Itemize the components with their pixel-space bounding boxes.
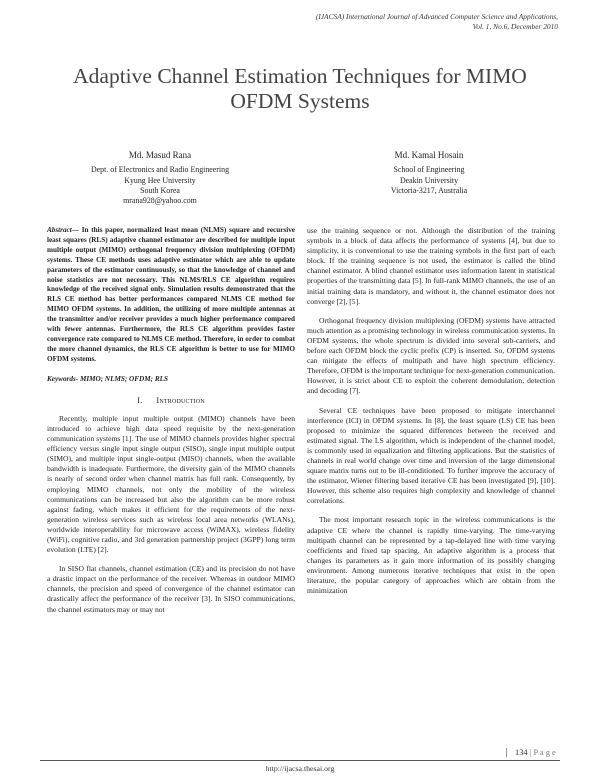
left-column xyxy=(47,226,295,615)
author-affiliation-line: Victoria-3217, Australia xyxy=(390,185,468,195)
section-number: I. xyxy=(137,395,143,405)
footer-url: http://ijacsa.thesai.org xyxy=(265,764,335,773)
body-paragraph: Several CE techniques have been proposed to mitigate interchannel interference (ICI) in OFDM systems. In [8], the least square (LS) CE has been proposed to minimize the squared differences between the received and estimated signal. The LS algorithm, which is independent of the channel model, is commonly used in equalization and filtering applications. But the statistics of channels in real world change over time and inversion of the large dimensional square matrix turns out to be ill-conditioned. To further improve the accuracy of the estimator, Wiener filtering based iterative CE has been investigated [9], [10]. However, this scheme also requires high complexity and knowledge of channel correlations. xyxy=(307,405,555,506)
author-affiliation-line: Deakin University xyxy=(399,175,459,185)
body-paragraph: Orthogonal frequency division multiplexing (OFDM) systems have attracted much attention as a promising technology in wireless communication systems. In OFDM systems, the whole spectrum is divided into several sub-carriers, and before each OFDM block the cyclic prefix (CP) is inserted. So, OFDM systems can mitigate the effects of multipath and have high spectrum efficiency. Therefore, OFDM is the important technique for next-generation communication. However, it is strict about CE to exploit the coherent demodulation, detection and decoding [7]. xyxy=(307,315,555,396)
author-affiliation-line: Dept. of Electronics and Radio Engineering xyxy=(90,165,230,175)
body-paragraph: In SISO flat channels, channel estimation (CE) and its precision do not have a drastic impact on the performance of the receiver. Whereas in outdoor MIMO channels, the precision and speed of convergence of the channel estimator can drastically affect the performance of the receiver [3]. In SISO communications, the channel estimators may or may not xyxy=(47,564,295,614)
right-column xyxy=(307,226,555,596)
author-block-2 xyxy=(314,150,544,196)
author-affiliation-line: School of Engineering xyxy=(393,165,465,175)
footer-rule xyxy=(40,760,560,761)
author-name: Md. Masud Rana xyxy=(128,150,192,160)
section-heading xyxy=(47,396,295,406)
body-paragraph: use the training sequence or not. Although the distribution of the training symbols in a block of data affects the performance of systems [4], but due to simplicity, it is conventional to use the training symbols in the first part of each block. If the training sequence is not used, the estimator is called the blind channel estimator. A blind channel estimator uses information latent in statistical properties of the transmitting data [5]. In full-rank MIMO channels, the use of an initial training data is mandatory, and without it, the channel estimator does not converge [2], [5]. xyxy=(307,226,555,306)
author-email: mrana928@yahoo.com xyxy=(123,196,197,206)
abstract xyxy=(47,226,295,365)
keywords: Keywords- MIMO; NLMS; OFDM; RLS xyxy=(47,374,168,383)
page-number-separator: | xyxy=(527,748,534,757)
paper-title xyxy=(40,64,560,114)
author-name: Md. Kamal Hosain xyxy=(394,150,464,160)
abstract-label: Abstract xyxy=(47,226,72,234)
section-title: Introduction xyxy=(156,395,205,405)
page-label: P a g e xyxy=(533,748,556,757)
paper-title-line-1: Adaptive Channel Estimation Techniques for MIMO xyxy=(73,64,527,88)
page-number-value: 134 xyxy=(515,748,528,757)
author-block-1 xyxy=(45,150,275,206)
abstract-dash: — xyxy=(71,226,79,234)
author-affiliation-line: Kyung Hee University xyxy=(124,175,196,185)
journal-header xyxy=(228,12,558,32)
body-paragraph: The most important research topic in the wireless communications is the adaptive CE where the channel is rapidly time-varying. The time-varying multipath channel can be represented by a tap-delayed line with time varying coefficients and fixed tap spacing. An adaptive algorithm is a process that changes its parameters as it gain more information of its possibly changing environment. Among numerous iterative techniques that exist in the open literature, the popular category of approaches which are obtain from the minimization xyxy=(307,515,555,596)
author-affiliation-line: South Korea xyxy=(140,185,180,195)
journal-name: (IJACSA) International Journal of Advanced Computer Science and Applications, xyxy=(315,12,558,21)
abstract-text: In this paper, normalized least mean (NLMS) square and recursive least squares (RLS) adaptive channel estimator are described for multiple input multiple output (MIMO) orthogonal frequency division multiplexing (OFDM) systems. These CE methods uses adaptive estimator which are able to update parameters of the estimator continuously, so that the knowledge of channel and noise statistics are not necessary. This NLMS/RLS CE algorithm requires knowledge of the received signal only. Simulation results demonstrated that the RLS CE method has better performances compared NLMS CE method for MIMO OFDM systems. In addition, the utilizing of more multiple antennas at the transmitter and/or receiver provides a much higher performance compared with fewer antennas. Furthermore, the RLS CE algorithm provides faster convergence rate compared to NLMS CE method. Therefore, in order to combat the more channel dynamics, the RLS CE algorithm is better to use for MIMO OFDM systems. xyxy=(47,226,295,363)
page-number xyxy=(506,748,556,757)
journal-volume: Vol. 1, No.6, December 2010 xyxy=(472,22,558,31)
paper-title-line-2: OFDM Systems xyxy=(230,89,370,113)
body-paragraph: Recently, multiple input multiple output (MIMO) channels have been introduced to achieve high data speed requisite by the next-generation communication systems [1]. The use of MIMO channels provides higher spectral efficiency versus single input single output (SISO), single input multiple output (SIMO), and multiple input single-output (MISO) channels, when the available bandwidth is inadequate. Furthermore, the diversity gain of the MIMO channels is nearly of second order when channel matrix has full rank. Consequently, by employing MIMO channels, not only the mobility of the wireless communications can be increased but also the algorithm can be more robust against fading, which makes it efficient for the requirements of the next-generation wireless services such as wireless local area networks (WLANs), worldwide interoperability for microwave access (WiMAX), wireless fidelity (WiFi), cognitive radio, and 3rd generation partnership project (3GPP) long term evolution (LTE) [2]. xyxy=(47,413,295,555)
